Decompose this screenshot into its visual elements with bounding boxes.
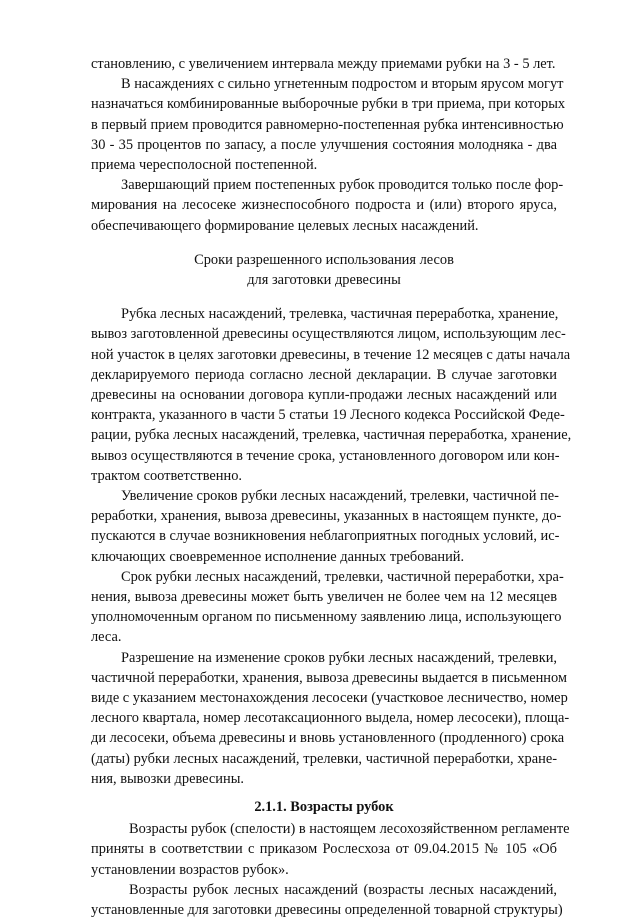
section-paragraph-1-line-5: древесины на основании договора купли-продажи лесных насаждений или [91, 387, 557, 403]
subsection-paragraph-2-line-1: Возрасты рубок лесных насаждений (возрасты лесных насаждений, [129, 882, 557, 898]
section-paragraph-1-line-4: декларируемого периода согласно лесной декларации. В случае заготовки [91, 367, 557, 383]
section-paragraph-3-line-2: нения, вывоза древесины может быть увеличен не более чем на 12 месяцев [91, 589, 557, 605]
section-paragraph-1-line-7: рации, рубка лесных насаждений, трелевка, частичная переработка, хранение, [91, 427, 572, 443]
intro-paragraph-3-line-2: мирования на лесосеке жизнеспособного подроста и (или) второго яруса, [91, 197, 557, 213]
section-paragraph-4-line-3: виде с указанием местонахождения лесосеки (участковое лесничество, номер [91, 690, 568, 706]
section-paragraph-2-line-1: Увеличение сроков рубки лесных насаждений, трелевки, частичной пе- [121, 488, 559, 504]
section-paragraph-1-line-8: вывоз осуществляются в течение срока, установленного договором или кон- [91, 448, 560, 464]
section-paragraph-2-line-4: ключающих своевременное исполнение данных требований. [91, 549, 465, 565]
section-paragraph-4-line-5: ди лесосеки, объема древесины и вновь установленного (продленного) срока [91, 730, 565, 746]
section-title-line-1: Сроки разрешенного использования лесов [194, 252, 454, 268]
section-paragraph-4-line-1: Разрешение на изменение сроков рубки лесных насаждений, трелевки, [121, 650, 557, 666]
section-paragraph-2-line-2: реработки, хранения, вывоза древесины, указанных в настоящем пункте, до- [91, 508, 562, 524]
section-paragraph-2-line-3: пускаются в случае возникновения неблагоприятных погодных условий, ис- [91, 528, 560, 544]
section-paragraph-1-line-6: контракта, указанного в части 5 статьи 19 Лесного кодекса Российской Феде- [91, 407, 565, 423]
intro-paragraph-1-line-1: становлению, с увеличением интервала между приемами рубки на 3 - 5 лет. [91, 56, 556, 72]
subsection-paragraph-1-line-1: Возрасты рубок (спелости) в настоящем лесохозяйственном регламенте [129, 821, 570, 837]
section-title-line-2: для заготовки древесины [247, 272, 401, 288]
section-paragraph-1-line-3: ной участок в целях заготовки древесины, в течение 12 месяцев с даты начала [91, 347, 571, 363]
section-paragraph-4-line-7: ния, вывозки древесины. [91, 771, 244, 787]
intro-paragraph-2-line-1: В насаждениях с сильно угнетенным подростом и вторым ярусом могут [121, 76, 564, 92]
section-paragraph-1-line-2: вывоз заготовленной древесины осуществляются лицом, использующим лес- [91, 326, 566, 342]
intro-paragraph-3-line-3: обеспечивающего формирование целевых лесных насаждений. [91, 218, 479, 234]
intro-paragraph-2-line-4: 30 - 35 процентов по запасу, а после улучшения состояния молодняка - два [91, 137, 557, 153]
intro-paragraph-2-line-3: в первый прием проводится равномерно-постепенная рубка интенсивностью [91, 117, 564, 133]
section-paragraph-3-line-4: леса. [91, 629, 122, 645]
section-paragraph-3-line-1: Срок рубки лесных насаждений, трелевки, частичной переработки, хра- [121, 569, 564, 585]
intro-paragraph-3-line-1: Завершающий прием постепенных рубок проводится только после фор- [121, 177, 564, 193]
section-paragraph-4-line-4: лесного квартала, номер лесотаксационного выдела, номер лесосеки), площа- [91, 710, 570, 726]
intro-paragraph-2-line-2: назначаться комбинированные выборочные рубки в три приема, при которых [91, 96, 566, 112]
section-paragraph-4-line-6: (даты) рубки лесных насаждений, трелевки, частичной переработки, хране- [91, 751, 557, 767]
section-paragraph-4-line-2: частичной переработки, хранения, вывоза древесины выдается в письменном [91, 670, 568, 686]
intro-paragraph-2-line-5: приема чересполосной постепенной. [91, 157, 318, 173]
section-paragraph-1-line-9: трактом соответственно. [91, 468, 242, 484]
section-paragraph-1-line-1: Рубка лесных насаждений, трелевка, частичная переработка, хранение, [121, 306, 559, 322]
section-paragraph-3-line-3: уполномоченным органом по письменному заявлению лица, использующего [91, 609, 562, 625]
subsection-paragraph-2-line-2: установленные для заготовки древесины определенной товарной структуры) [91, 902, 563, 918]
subsection-paragraph-1-line-2: приняты в соответствии с приказом Рослесхоза от 09.04.2015 № 105 «Об [91, 841, 557, 857]
subsection-paragraph-1-line-3: установлении возрастов рубок». [91, 862, 289, 878]
subsection-heading: 2.1.1. Возрасты рубок [254, 799, 394, 815]
